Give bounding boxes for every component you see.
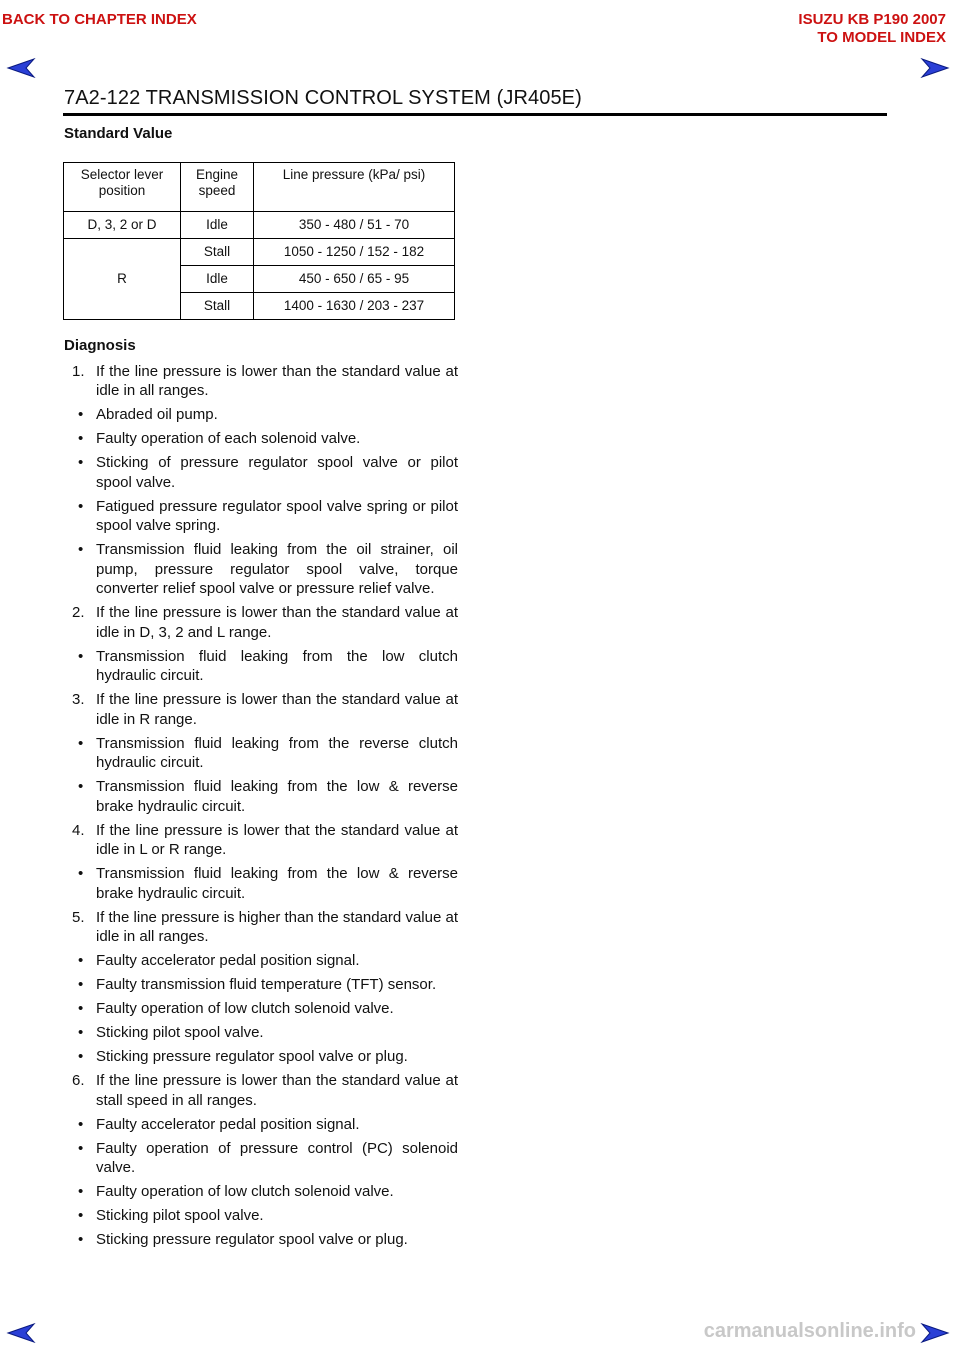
bullet-item [64, 777, 458, 816]
bullet-marker: • [78, 454, 84, 471]
item-text: If the line pressure is lower than the standard value at idle in R range. [96, 691, 458, 728]
item-number: 3. [72, 691, 85, 708]
bullet-item [64, 1230, 458, 1250]
bullet-item [64, 734, 458, 773]
item-text: Transmission fluid leaking from the oil strainer, oil pump, pressure regulator spool valve, torque converter relief spool valve or pressure relief valve. [96, 541, 458, 597]
table-row [64, 212, 455, 239]
cell-selector: D, 3, 2 or D [64, 212, 181, 239]
cell-selector: R [64, 239, 181, 320]
item-text: If the line pressure is lower than the standard value at idle in all ranges. [96, 362, 458, 399]
item-number: 6. [72, 1072, 85, 1089]
bullet-marker: • [78, 778, 84, 795]
bullet-item [64, 647, 458, 686]
bullet-marker: • [78, 1231, 84, 1248]
numbered-item [64, 603, 458, 642]
cell-engine-speed: Idle [181, 266, 254, 293]
model-index-link[interactable] [798, 11, 946, 47]
bullet-marker: • [78, 406, 84, 423]
bullet-marker: • [78, 734, 84, 752]
diagnosis-section [64, 336, 458, 1254]
item-text: Faulty accelerator pedal position signal. [96, 1115, 360, 1133]
bullet-marker: • [78, 1139, 84, 1157]
item-text: Sticking pressure regulator spool valve or plug. [96, 1048, 408, 1065]
table-row [64, 239, 455, 266]
item-text: Sticking pressure regulator spool valve or plug. [96, 1231, 408, 1248]
bullet-item [64, 1115, 458, 1135]
next-page-arrow-icon[interactable] [920, 1322, 950, 1344]
item-text: Transmission fluid leaking from the low & reverse brake hydraulic circuit. [96, 865, 458, 902]
item-text: Faulty accelerator pedal position signal. [96, 952, 360, 969]
item-text: Abraded oil pump. [96, 406, 218, 423]
item-text: Sticking pilot spool valve. [96, 1024, 264, 1041]
item-text: If the line pressure is lower that the standard value at idle in L or R range. [96, 821, 458, 858]
previous-page-arrow-icon[interactable] [6, 1322, 36, 1344]
bullet-item [64, 1047, 458, 1067]
cell-line-pressure: 450 - 650 / 65 - 95 [254, 266, 455, 293]
back-to-chapter-index-link[interactable]: BACK TO CHAPTER INDEX [2, 11, 197, 28]
bullet-item [64, 453, 458, 492]
bullet-marker: • [78, 865, 84, 882]
item-text: Transmission fluid leaking from the reverse clutch hydraulic circuit. [96, 734, 458, 771]
item-number: 4. [72, 821, 85, 839]
cell-engine-speed: Stall [181, 293, 254, 320]
item-text: Faulty operation of pressure control (PC) solenoid valve. [96, 1139, 458, 1176]
column-header-line-pressure: Line pressure (kPa/ psi) [254, 163, 455, 212]
table-header-row [64, 163, 455, 212]
item-text: Fatigued pressure regulator spool valve spring or pilot spool valve spring. [96, 497, 458, 534]
item-text: If the line pressure is lower than the standard value at idle in D, 3, 2 and L range. [96, 604, 458, 641]
bullet-item [64, 1023, 458, 1043]
bullet-item [64, 975, 458, 995]
bullet-marker: • [78, 497, 84, 515]
numbered-item [64, 821, 458, 860]
bullet-item [64, 1139, 458, 1178]
numbered-item [64, 690, 458, 729]
bullet-marker: • [78, 541, 84, 558]
numbered-item [64, 1071, 458, 1110]
to-model-index-label: TO MODEL INDEX [817, 29, 946, 46]
cell-engine-speed: Idle [181, 212, 254, 239]
bullet-item [64, 864, 458, 903]
item-text: If the line pressure is lower than the standard value at stall speed in all ranges. [96, 1072, 458, 1109]
bullet-marker: • [78, 1024, 84, 1041]
bullet-marker: • [78, 430, 84, 447]
cell-engine-speed: Stall [181, 239, 254, 266]
bullet-marker: • [78, 1048, 84, 1065]
standard-value-heading: Standard Value [64, 125, 173, 142]
bullet-item [64, 1206, 458, 1226]
next-page-arrow-icon[interactable] [920, 57, 950, 79]
bullet-marker: • [78, 952, 84, 969]
item-text: Sticking of pressure regulator spool valve or pilot spool valve. [96, 454, 458, 491]
page-title: 7A2-122 TRANSMISSION CONTROL SYSTEM (JR405E) [64, 87, 582, 109]
item-text: Transmission fluid leaking from the low clutch hydraulic circuit. [96, 647, 458, 684]
bullet-marker: • [78, 1183, 84, 1200]
bullet-item [64, 429, 458, 449]
diagnosis-list [64, 362, 458, 1250]
bullet-marker: • [78, 1207, 84, 1224]
model-name: ISUZU KB P190 2007 [798, 11, 946, 28]
bullet-item [64, 540, 458, 599]
item-text: Transmission fluid leaking from the low & reverse brake hydraulic circuit. [96, 778, 458, 815]
numbered-item [64, 362, 458, 401]
diagnosis-heading: Diagnosis [64, 337, 136, 354]
column-header-selector: Selector lever position [64, 163, 181, 212]
item-text: Faulty operation of low clutch solenoid valve. [96, 1183, 394, 1200]
item-text: Faulty operation of low clutch solenoid valve. [96, 1000, 394, 1017]
bullet-item [64, 999, 458, 1019]
item-text: Faulty transmission fluid temperature (TFT) sensor. [96, 976, 437, 993]
header-rule [63, 113, 887, 116]
bullet-marker: • [78, 647, 84, 665]
column-header-engine-speed: Engine speed [181, 163, 254, 212]
standard-value-table [63, 162, 455, 320]
numbered-item [64, 908, 458, 947]
item-number: 5. [72, 908, 85, 926]
item-number: 2. [72, 604, 85, 621]
cell-line-pressure: 350 - 480 / 51 - 70 [254, 212, 455, 239]
bullet-marker: • [78, 976, 84, 993]
previous-page-arrow-icon[interactable] [6, 57, 36, 79]
item-text: Faulty operation of each solenoid valve. [96, 430, 361, 447]
bullet-item [64, 405, 458, 425]
bullet-marker: • [78, 1000, 84, 1017]
item-number: 1. [72, 362, 85, 380]
cell-line-pressure: 1400 - 1630 / 203 - 237 [254, 293, 455, 320]
watermark-text: carmanualsonline.info [703, 1320, 916, 1342]
bullet-marker: • [78, 1115, 84, 1133]
bullet-item [64, 497, 458, 536]
item-text: If the line pressure is higher than the standard value at idle in all ranges. [96, 908, 458, 945]
bullet-item [64, 951, 458, 971]
item-text: Sticking pilot spool valve. [96, 1207, 264, 1224]
cell-line-pressure: 1050 - 1250 / 152 - 182 [254, 239, 455, 266]
bullet-item [64, 1182, 458, 1202]
